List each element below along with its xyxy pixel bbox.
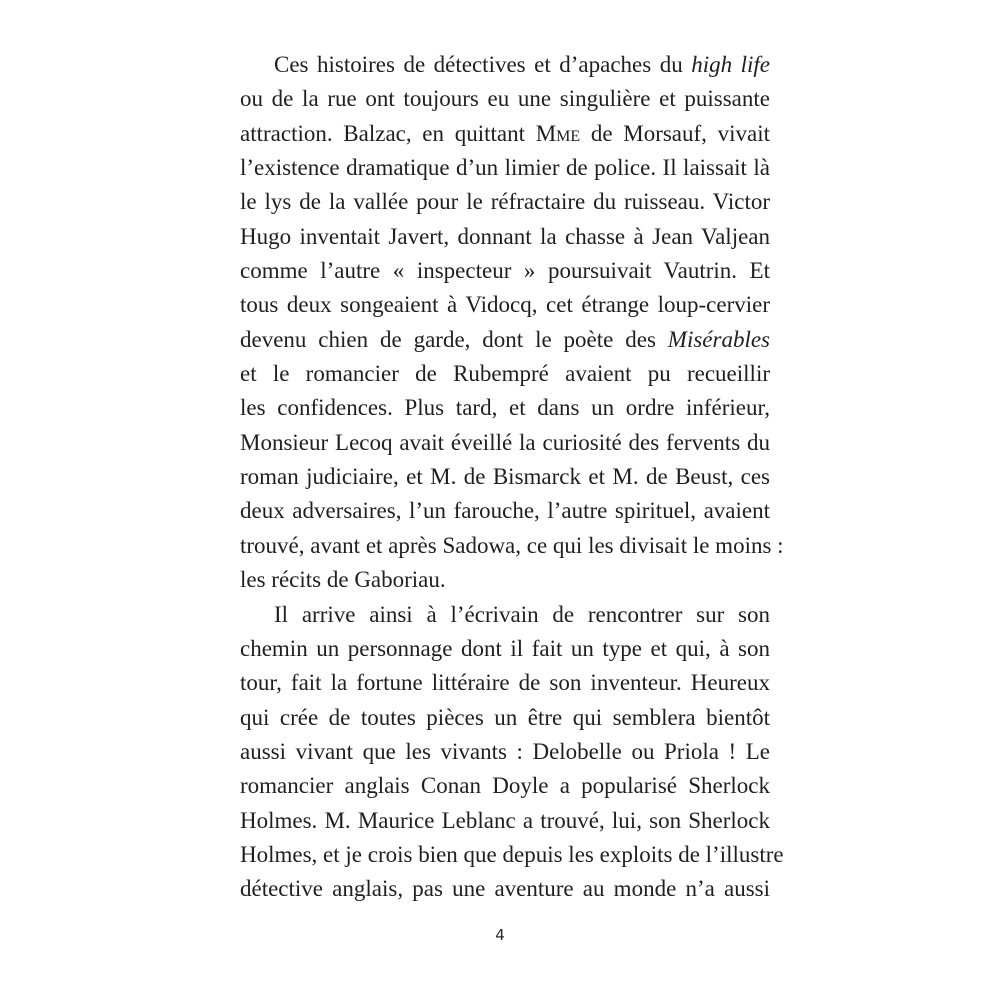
- text-run: devenu chien de garde, dont le poète des: [240, 326, 668, 352]
- text-run: l’existence dramatique d’un limier de police. Il laissait là: [240, 155, 770, 181]
- text-run: le lys de la vallée pour le réfractaire du ruisseau. Victor: [240, 189, 770, 215]
- text-line: [240, 254, 770, 288]
- text-line: [240, 804, 770, 838]
- text-line: [240, 288, 770, 322]
- smallcaps-text: Mme: [535, 120, 581, 146]
- italic-text: high life: [691, 52, 770, 77]
- text-line: [240, 357, 770, 391]
- text-line: [240, 494, 770, 528]
- text-run: comme l’autre « inspecteur » poursuivait Vautrin. Et: [240, 258, 770, 284]
- text-run: roman judiciaire, et M. de Bismarck et M. de Beust, ces: [240, 464, 770, 490]
- text-line: [240, 666, 770, 700]
- text-line: [240, 391, 770, 425]
- text-run: Ces histoires de détectives et d’apaches du: [274, 52, 692, 77]
- text-run: attraction. Balzac, en quittant: [240, 120, 536, 146]
- text-line: [240, 632, 770, 666]
- text-line: [240, 460, 770, 494]
- text-run: deux adversaires, l’un farouche, l’autre spirituel, avaient: [240, 498, 770, 524]
- text-run: et le romancier de Rubempré avaient pu recueillir: [240, 361, 770, 387]
- text-line: [240, 323, 770, 357]
- text-line: [240, 872, 770, 906]
- text-run: Hugo inventait Javert, donnant la chasse à Jean Valjean: [240, 223, 770, 249]
- text-line: [240, 701, 770, 735]
- text-line: [240, 426, 770, 460]
- body-text: [240, 48, 784, 907]
- text-run: Il arrive ainsi à l’écrivain de rencontrer sur son: [274, 601, 770, 627]
- text-line: [240, 529, 784, 563]
- text-run: tour, fait la fortune littéraire de son inventeur. Heureux: [240, 670, 770, 696]
- text-line: [240, 838, 784, 872]
- text-run: Monsieur Lecoq avait éveillé la curiosité des fervents du: [240, 429, 770, 455]
- text-run: qui crée de toutes pièces un être qui semblera bientôt: [240, 704, 770, 730]
- text-line: [240, 735, 770, 769]
- text-line: [240, 82, 770, 116]
- paragraph: [240, 598, 784, 907]
- text-run: les confidences. Plus tard, et dans un ordre inférieur,: [240, 395, 770, 421]
- text-line: [240, 769, 770, 803]
- text-run: Holmes, et je crois bien que depuis les exploits de l’illustre: [240, 841, 784, 867]
- text-line: [240, 598, 770, 632]
- text-run: Holmes. M. Maurice Leblanc a trouvé, lui, son Sherlock: [240, 807, 770, 833]
- text-run: les récits de Gaboriau.: [240, 567, 446, 593]
- text-run: romancier anglais Conan Doyle a popularisé Sherlock: [240, 773, 770, 799]
- text-run: chemin un personnage dont il fait un type et qui, à son: [240, 635, 770, 661]
- text-line: [240, 220, 770, 254]
- text-run: aussi vivant que les vivants : Delobelle ou Priola ! Le: [240, 738, 770, 764]
- text-line: [240, 563, 770, 597]
- text-run: ou de la rue ont toujours eu une singulière et puissante: [240, 86, 770, 112]
- text-line: [240, 48, 770, 82]
- text-run: de Morsauf, vivait: [580, 120, 771, 146]
- text-line: [240, 151, 770, 185]
- italic-text: Misérables: [667, 326, 770, 352]
- paragraph: [240, 48, 784, 598]
- text-run: trouvé, avant et après Sadowa, ce qui les divisait le moins :: [240, 532, 784, 558]
- text-line: [240, 117, 770, 151]
- text-line: [240, 185, 770, 219]
- page-number: 4: [495, 926, 505, 944]
- text-run: détective anglais, pas une aventure au monde n’a aussi: [240, 876, 770, 902]
- text-run: tous deux songeaient à Vidocq, cet étrange loup-cervier: [240, 292, 770, 318]
